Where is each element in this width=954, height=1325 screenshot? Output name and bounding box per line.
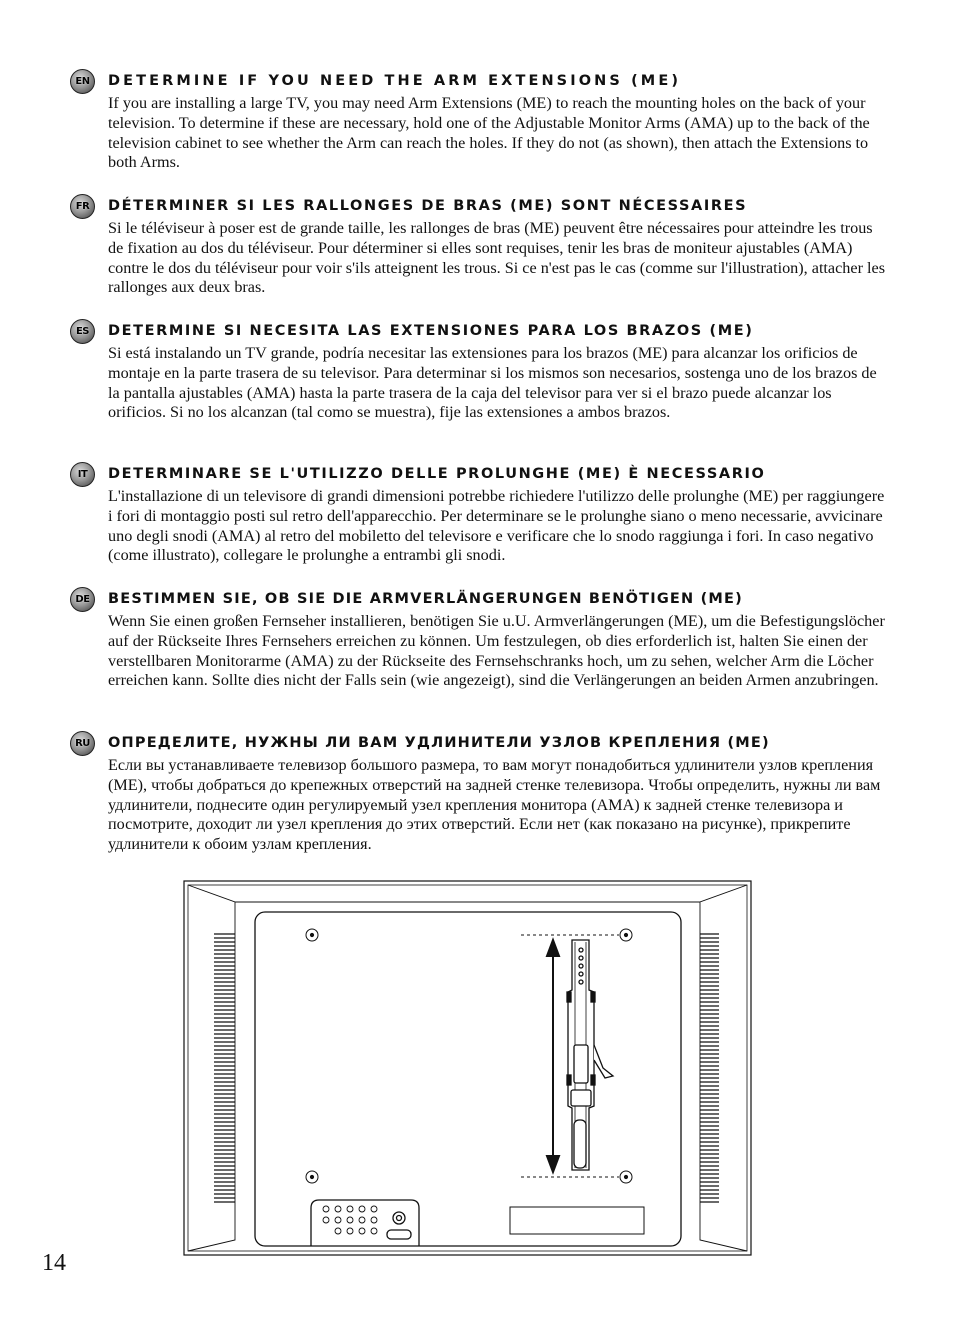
language-badge-icon: IT [70,462,95,487]
page-number: 14 [42,1250,66,1276]
section-text: Si está instalando un TV grande, podría necesitar las extensiones para los brazos (ME) para alcanzar los orificios de montaje en la parte trasera de su televisor. Para determinar si los mismos son necesarios, sostenga uno de los brazos de la pantalla ajustables (AMA) hasta la parte trasera de la caja del televisor para ver si el brazo puede alcanzar los orificios. Si no los alcanzan (tal como se muestra), fije las extensiones a ambos brazos. [108,344,877,422]
section-es [70,320,890,423]
section-heading [70,195,890,217]
tv-cabinet-outline [184,881,751,1255]
label-plate [510,1207,644,1234]
tv-back-panel [255,912,681,1246]
section-heading [70,588,890,610]
section-heading [70,320,890,342]
language-badge-icon: RU [70,731,95,756]
section-title: BESTIMMEN SIE, OB SIE DIE ARMVERLÄNGERUNGEN BENÖTIGEN (ME) [108,591,743,607]
section-en [70,70,890,173]
section-fr [70,195,890,298]
section-text: Если вы устанавливаете телевизор большого размера, то вам могут понадобиться удлинители узлов крепления (ME), чтобы добраться до крепежных отверстий на задней стенке телевизора. Чтобы определить, нужны ли вам удлинители, поднесите один регулируемый узел крепления монитора (AMA) к задней стенке телевизора и посмотрите, доходит ли узел крепления до этих отверстий. Если нет (как показано на рисунке), прикрепите удлинители к обоим узлам крепления. [108,756,881,854]
left-vent-grille [214,934,235,1202]
language-badge-icon: ES [70,319,95,344]
language-badge-icon: DE [70,587,95,612]
language-badge-icon: EN [70,69,95,94]
section-title: ОПРЕДЕЛИТЕ, НУЖНЫ ЛИ ВАМ УДЛИНИТЕЛИ УЗЛОВ КРЕПЛЕНИЯ (ME) [108,735,770,751]
section-title: DETERMINE SI NECESITA LAS EXTENSIONES PARA LOS BRAZOS (ME) [108,323,754,339]
section-heading [70,463,890,485]
section-text: If you are installing a large TV, you may need Arm Extensions (ME) to reach the mounting holes on the back of your television. To determine if these are necessary, hold one of the Adjustable Monitor Arms (AMA) up to the back of the television cabinet to see whether the Arm can reach the holes. If they do not (as shown), then attach the Extensions to both Arms. [108,94,870,172]
adjustable-monitor-arm [567,940,613,1170]
language-badge-icon: FR [70,194,95,219]
section-title: DETERMINE IF YOU NEED THE ARM EXTENSIONS (ME) [108,73,682,89]
section-de [70,588,890,691]
tv-cabinet-bevel [188,885,747,1251]
section-title: DETERMINARE SE L'UTILIZZO DELLE PROLUNGHE (ME) È NECESSARIO [108,466,766,482]
connector-panel [311,1200,419,1246]
section-heading [70,70,890,92]
section-it [70,463,890,566]
section-title: DÉTERMINER SI LES RALLONGES DE BRAS (ME) SONT NÉCESSAIRES [108,198,748,214]
tv-back-diagram [183,880,753,1258]
right-vent-grille [700,934,719,1202]
section-text: Si le téléviseur à poser est de grande taille, les rallonges de bras (ME) peuvent être nécessaires pour atteindre les trous de fixation au dos du téléviseur. Pour déterminer si elles sont requises, tenir les bras de moniteur ajustables (AMA) contre le dos du téléviseur pour voir s'ils atteignent les trous. Si ce n'est pas le cas (comme sur l'illustration), attacher les rallonges aux deux bras. [108,219,885,297]
section-heading [70,732,890,754]
section-ru [70,732,890,855]
reach-arrow-icon [547,940,559,1172]
section-text: Wenn Sie einen großen Fernseher installieren, benötigen Sie u.U. Armverlängerungen (ME), um die Befestigungslöcher auf der Rückseite Ihres Fernsehers erreichen zu können. Um festzulegen, ob dies erforderlich ist, halten Sie einen der verstellbaren Monitorarme (AMA) zu der Rückseite des Fernsehschranks hoch, um zu sehen, welcher Arm die Löcher erreichen kann. Sollte dies nicht der Falls sein (wie angezeigt), sind die Verlängerungen an beiden Armen anzubringen. [108,612,885,690]
section-text: L'installazione di un televisore di grandi dimensioni potrebbe richiedere l'utilizzo delle prolunghe (ME) per raggiungere i fori di montaggio posti sul retro dell'apparecchio. Per determinare se le prolunghe siano o meno necessarie, avvicinare uno degli snodi (AMA) al retro del mobiletto del televisore e verificare che lo snodo raggiunga i fori. In caso negativo (come illustrato), collegare le prolunghe a entrambi gli snodi. [108,487,885,565]
